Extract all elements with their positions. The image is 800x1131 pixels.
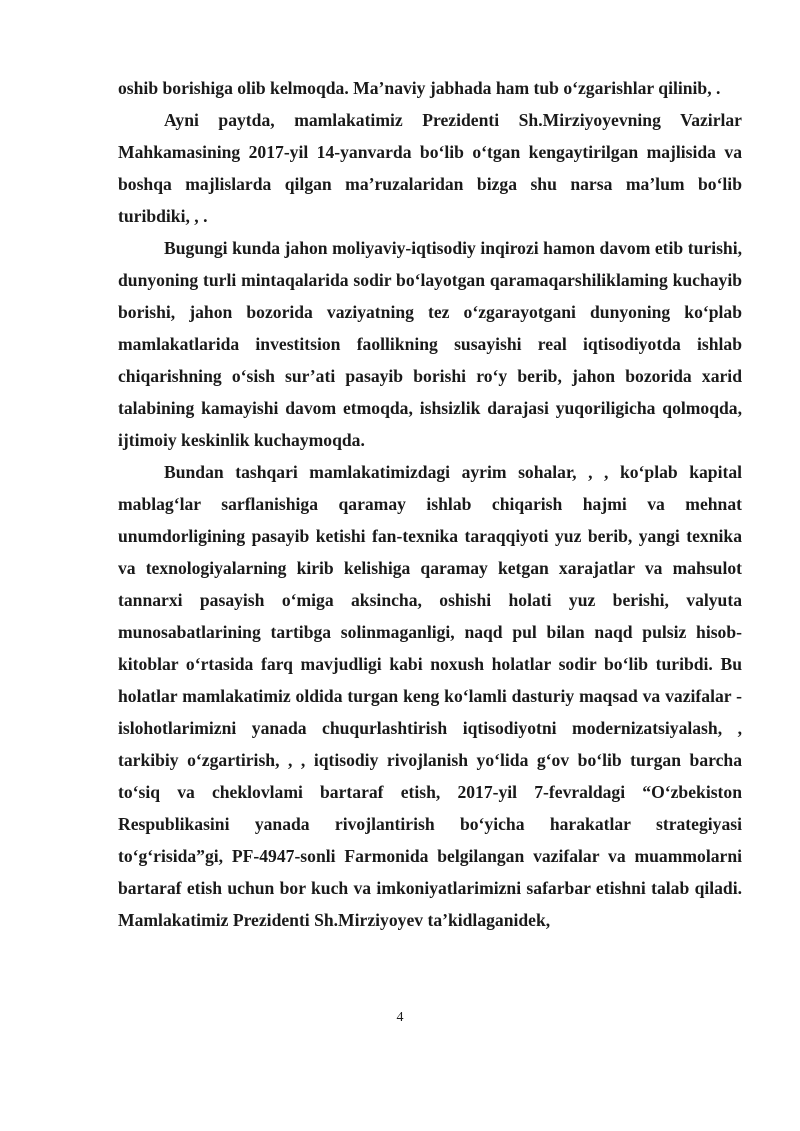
page-number: 4	[396, 1010, 404, 1025]
paragraph-1: oshib borishiga olib kelmoqda. Ma’naviy jabhada ham tub o‘zgarishlar qilinib, .	[118, 78, 721, 98]
page-body	[118, 72, 742, 936]
paragraph-4: Bundan tashqari mamlakatimizdagi ayrim sohalar, , , ko‘plab kapital mablag‘lar sarflanishiga qaramay ishlab chiqarish hajmi va mehnat unumdorligining pasayib ketishi fan-texnika taraqqiyoti yuz berib, yangi texnika va texnologiyalarning kirib kelishiga qaramay ketgan xarajatlar va mahsulot tannarxi pasayish o‘miga aksincha, oshishi holati yuz berishi, valyuta munosabatlarining tartibga solinmaganligi, naqd pul bilan naqd pulsiz hisob-kitoblar o‘rtasida farq mavjudligi kabi noxush holatlar sodir bo‘lib turibdi. Bu holatlar mamlakatimiz oldida turgan keng ko‘lamli dasturiy maqsad va vazifalar - islohotlarimizni yanada chuqurlashtirish iqtisodiyotni modernizatsiyalash, , tarkibiy o‘zgartirish, , , iqtisodiy rivojlanish yo‘lida g‘ov bo‘lib turgan barcha to‘siq va cheklovlami bartaraf etish, 2017-yil 7-fevraldagi “O‘zbekiston Respublikasini yanada rivojlantirish bo‘yicha harakatlar strategiyasi to‘g‘risida”gi, PF-4947-sonli Farmonida belgilangan vazifalar va muammolarni bartaraf etish uchun bor kuch va imkoniyatlarimizni safarbar etishni talab qiladi. Mamlakatimiz Prezidenti Sh.Mirziyoyev ta’kidlaganidek,	[118, 462, 742, 930]
paragraph-3: Bugungi kunda jahon moliyaviy-iqtisodiy inqirozi hamon davom etib turishi, dunyoning turli mintaqalarida sodir bo‘layotgan qaramaqarshiliklaming kuchayib borishi, jahon bozorida vaziyatning tez o‘zgarayotgani dunyoning ko‘plab mamlakatlarida investitsion faollikning susayishi real iqtisodiyotda ishlab chiqarishning o‘sish sur’ati pasayib borishi ro‘y berib, jahon bozorida xarid talabining kamayishi davom etmoqda, ishsizlik darajasi yuqoriligicha qolmoqda, ijtimoiy keskinlik kuchaymoqda.	[118, 238, 742, 450]
paragraph-2: Ayni paytda, mamlakatimiz Prezidenti Sh.Mirziyoyevning Vazirlar Mahkamasining 2017-yil 14-yanvarda bo‘lib o‘tgan kengaytirilgan majlisida va boshqa majlislarda qilgan ma’ruzalaridan bizga shu narsa ma’lum bo‘lib turibdiki, , .	[118, 110, 742, 226]
